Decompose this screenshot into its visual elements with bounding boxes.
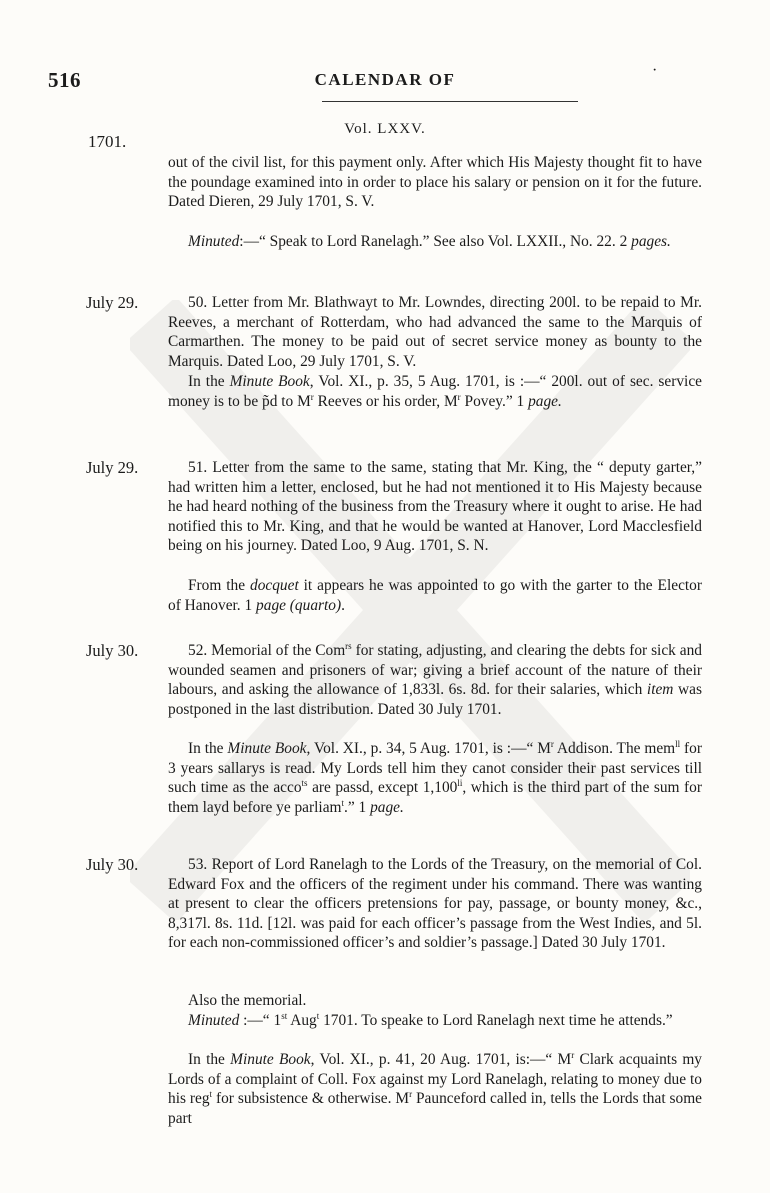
- entry-52-paragraph-1: 52. Memorial of the Com$^{rs}$ for stating, adjusting, and clearing the debts for sick and wounded seamen and prisoners of war; giving a brief account of the nature of their labours, and asking the allowance of 1,833l. 6s. 8d. for their salaries, which item was postponed in the last distribution. Dated 30 July 1701.: [168, 640, 703, 718]
- entry-50-minute-book: In the Minute Book, Vol. XI., p. 35, 5 Aug. 1701, is :—“ 200l. out of sec. service money is to be p̃d to $M^r$ Reeves or his order, $M^r$ Povey.” 1 page.: [168, 373, 702, 410]
- volume-label: Vol. LXXV.: [344, 121, 426, 137]
- entry-53-paragraph-1: 53. Report of Lord Ranelagh to the Lords of the Treasury, on the memorial of Col. Edward Fox and the officers of the regiment under his command. There was wanting at present to clear the officers pretensions for pay, passage, or bounty money, &c., 8,317l. 8s. 11d. [12l. was paid for each officer’s passage from the West Indies, and 5l. for each non-commissioned officer’s and soldier’s passage.] Dated 30 July 1701.: [168, 856, 702, 951]
- entry-51-docquet: From the docquet it appears he was appointed to go with the garter to the Elector of Hanover. 1 page (quarto).: [168, 577, 702, 614]
- entry-51-paragraph-1: 51. Letter from the same to the same, stating that Mr. King, the “ deputy garter,” had written him a letter, enclosed, but he had not mentioned it to His Majesty because he had heard nothing of the business from the Treasury where it ought to arise. He had notified this to Mr. King, and that he would be wanted at Hanover, Lord Macclesfield being on his journey. Dated Loo, 9 Aug. 1701, S. N.: [168, 459, 702, 554]
- entry-53-also: Also the memorial.: [188, 992, 307, 1009]
- entry-52-minute-book: In the Minute Book, Vol. XI., p. 34, 5 Aug. 1701, is :—“ $M^r$ Addison. The mem$^{ll}$ for 3 years sallarys is read. My Lords tell him they canot consider their past services till such time as the acco$^{ts}$ are passd, except $1,100^{li}$, which is the third part of the sum for them layd before ye parliam$^t$.” 1 page.: [168, 738, 702, 816]
- entry-52-date: July 30.: [86, 641, 139, 660]
- running-title: CALENDAR OF: [314, 70, 456, 89]
- entry-53-date: July 30.: [86, 855, 139, 874]
- header-rule: [322, 101, 578, 102]
- entry-50-date: July 29.: [86, 293, 139, 312]
- year-label: 1701.: [88, 132, 127, 151]
- header-mark: ·: [652, 62, 658, 79]
- entry-51-date: July 29.: [86, 458, 139, 477]
- page-number: 516: [48, 68, 81, 92]
- entry-49-paragraph-1: out of the civil list, for this payment only. After which His Majesty thought fit to have the poundage examined into in order to place his salary or pension on it for the future. Dated Dieren, 29 July 1701, S. V.: [168, 154, 702, 210]
- entry-49-minute: Minuted:—“ Speak to Lord Ranelagh.” See also Vol. LXXII., No. 22. 2 pages.: [188, 233, 671, 250]
- entry-50-paragraph-1: 50. Letter from Mr. Blathwayt to Mr. Lowndes, directing 200l. to be repaid to Mr. Reeves, a merchant of Rotterdam, who had advanced the same to the Marquis of Carmarthen. The money to be paid out of secret service money as bounty to the Marquis. Dated Loo, 29 July 1701, S. V.: [168, 294, 702, 370]
- entry-53-minute: Minuted :—“ 1st Aug$^t$ 1701. To speake to Lord Ranelagh next time he attends.”: [188, 1010, 673, 1029]
- entry-53-minute-book: In the Minute Book, Vol. XI., p. 41, 20 Aug. 1701, is:—“ $M^r$ Clark acquaints my Lords of a complaint of Coll. Fox against my Lord Ranelagh, relating to money due to his reg$^t$ for subsistence & otherwise. $M^r$ Paunceford called in, tells the Lords that some part: [168, 1049, 703, 1127]
